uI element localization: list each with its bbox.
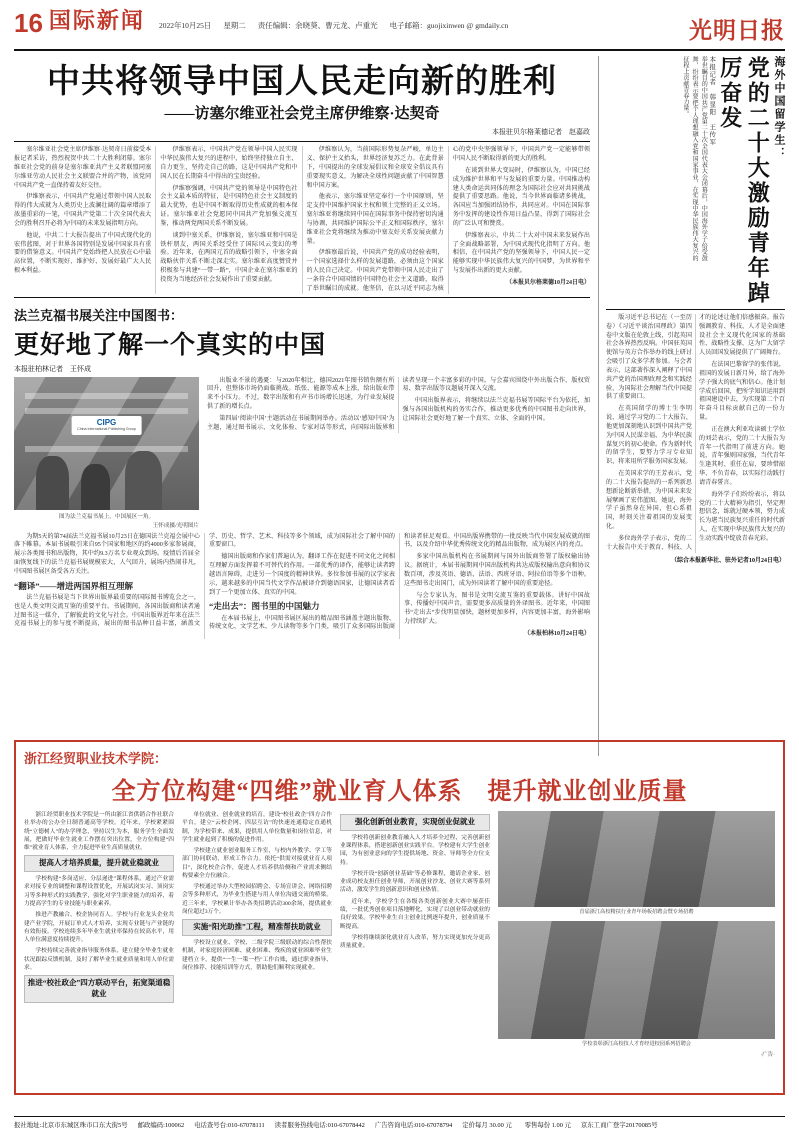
ad-tag: ·广告· (760, 1052, 775, 1059)
paragraph: 学校设立就业、学校、二级学院三级联动的综合性帮扶机制，对家庭经济困难、就业困难、残疾的就业困难毕业生建档立卡，提供“一生一策一档”工作台账，通过职业指导、岗位推荐、技能培训等方式，帮助他们顺利实现就业。 (182, 940, 332, 971)
paragraph: 推进产教融合，校企协同育人。学校与行业龙头企业共建产业学院，开展订单式人才培养，实现专业链与产业链的有效衔接。学校连续多年毕业生就业率保持在较高水平，用人单位满意度持续提升。 (24, 912, 174, 944)
ad-band-4: 强化创新创业教育，实现创业促就业 (340, 814, 490, 831)
divider (606, 309, 785, 310)
paragraph: 在英国留学的博士生李明说，通过学习党的二十大报告，他更加深刻地认识到中国共产党为中国人民谋幸福、为中华民族谋复兴的初心使命。作为新时代的留学生，要努力学习专业知识，将来用所学服务国家发展。 (606, 406, 692, 466)
ad-organization: 浙江经贸职业技术学院： (24, 751, 168, 766)
vertical-lead-text: 举世瞩目的中国共产党第二十次全国代表大会闭幕后，中国海外学子倍受鼓舞，纷纷表示要把个人理想融入党和国家事业，在实现中华民族伟大复兴的征程上贡献青春力量。 (681, 56, 707, 261)
ad-body (24, 811, 775, 1060)
paragraph: 近年来，学校学生在各级各类创新创业大赛中屡获佳绩，一批优秀创业项目落地孵化，实现了以创业带动就业的良好效果。学校毕业生自主创业比例逐年提升，创业质量不断提高。 (340, 898, 490, 930)
lead-byline: 本报驻贝尔格莱德记者 赵嘉政 (492, 128, 590, 137)
second-body-top (14, 377, 590, 529)
footer-ad-phone: 广告咨询电话:010-67078794 (374, 1122, 453, 1129)
paragraph: 单位就业、创业就业的培育，建设“校社政企”四方合作平台，建立“云校企网、四层互访”的快速连通稳定直通机制，为学校带来、成果，提供用人单位数量和岗位信息，对学生就业起到了积极的促进作用。 (182, 812, 332, 843)
paragraph: 学校通过举办大型校园招聘会、专场宣讲会、网络招聘会等多种形式，为毕业生搭建与用人单位沟通交流的桥梁。近三年来，学校累计举办各类招聘活动300余场，提供就业岗位超过3万个。 (182, 884, 332, 915)
paragraph: 他说，中共二十大报告提出了中国式现代化的宏伟蓝图，对于世界各国特别是发展中国家具有重要的借鉴意义。中国共产党始终把人民放在心中最高位置，不断实现好、维护好、发展好最广大人民根本利益。 (14, 232, 152, 275)
ad-band-1: 提高人才培养质量，提升就业稳就业 (24, 855, 174, 872)
paragraph: 海外学子们纷纷表示，将以党的二十大精神为指引，坚定理想信念，练就过硬本领，努力成长为堪当民族复兴重任的时代新人，在实现中华民族伟大复兴的生动实践中绽放青春光彩。 (699, 491, 785, 542)
page-footer (14, 1116, 785, 1129)
paragraph: 学校构建“多岗适应、分层递进”课程体系，通过产业需求对接专业的调整和课程设置优化，开展试岗实习、顶岗实习等多种形式的实践教学，强化对学生职业能力的培养，着力提高学生的专业技能与职业素养。 (24, 876, 174, 907)
footer-license: 京东工商广登字20170085号 (580, 1122, 658, 1129)
paragraph: 学校建立就业创业服务工作室，与校内外教学、学工等部门协同联动，形成工作合力。依托“供需对接就业育人项目”，深化校企合作，促进人才培养供给侧和产业需求侧结构要素全方位融合。 (182, 848, 332, 879)
main-column (14, 56, 599, 756)
paragraph: 学校持续完善就业指导服务体系，建立健全毕业生就业状况跟踪反馈机制，及时了解毕业生就业质量和用人单位需求。 (24, 948, 174, 971)
photo-caption: 图为法兰克福书展上，中国展区一角。 (58, 513, 155, 520)
paragraph: 在谈到世界大变局时，伊维察认为，中国已经成为维护世界和平与发展的重要力量。中国推动构建人类命运共同体的理念为国际社会应对共同挑战提供了重要思路。他说，当今世界面临诸多挑战，各国应当加强团结协作，共同应对。中国在国际事务中发挥的建设性作用日益凸显，得到了国际社会的广泛认可和赞赏。 (452, 167, 590, 227)
right-source: （综合本报新华社、驻外记者10月24日电） (670, 557, 785, 564)
divider (14, 141, 590, 142)
second-source: （本报柏林10月24日电） (523, 630, 590, 637)
masthead (14, 10, 785, 51)
paragraph: 浙江经贸职业技术学院是一所由浙江省供销合作社联合社举办的公办全日制普通高等学校。近年来，学校紧紧围绕“立德树人”的办学理念，坚持以生为本，服务学生全面发展，把做好毕业生就业工作摆在突出位置，全方位构建“四维”就业育人体系，全力促进毕业生高质量就业。 (24, 812, 174, 852)
second-subhead-2: “走出去”：图书里的中国魅力 (209, 601, 320, 612)
right-byline: 本报记者 韩显阳 王传军 (708, 56, 716, 146)
paragraph: 在法国巴黎留学的张伟说，祖国的发展日新月异，给了海外学子强大的底气和信心。他计划学成后回国，把所学知识运用到祖国建设中去，为实现第二个百年奋斗目标贡献自己的一份力量。 (699, 362, 785, 422)
ad-title: 全方位构建“四维”就业育人体系 提升就业创业质量 (111, 779, 688, 805)
lead-source: （本报贝尔格莱德10月24日电） (505, 279, 590, 286)
footer-service-phone: 读者服务热线电话:010-67078442 (274, 1122, 365, 1129)
photo-block (14, 377, 199, 529)
paragraph: 正在澳大利亚攻读硕士学位的刘芸表示，党的二十大报告为青年一代指明了前进方向。她说，青年强则国家强，当代青年生逢其时、重任在肩，要珍惜韶华、不负青春，以实际行动践行请青春誓言。 (699, 426, 785, 486)
right-kicker: 海外中国留学生： (773, 56, 785, 160)
paragraph: 出版业不景的遇憂：与2020年相比，德国2021年图书销售额有所回升，但整体市场仍面临挑战。纸张、能源等成本上涨，给出版业带来不小压力。不过，数字出版和有声书市场增长迅速，为行业发展提供了新的增长点。 (207, 377, 395, 411)
cipg-logo-main: CIPG (96, 418, 117, 428)
vertical-headline-wrap (606, 56, 785, 306)
cipg-logo (71, 416, 142, 435)
paragraph: 谈到中塞关系，伊维察说，塞尔维亚和中国是铁杆朋友，两国关系经受住了国际风云变幻的考验。近年来，在两国元首的战略引领下，中塞全面战略伙伴关系不断走深走实。塞尔维亚高度赞赏并积极参与共建“一带一路”，中国企业在塞尔维亚的投资为当地经济社会发展作出了重要贡献。 (160, 232, 298, 283)
ad-column-1 (24, 811, 174, 1060)
bookfair-photo (14, 377, 199, 510)
right-body (606, 314, 785, 553)
lead-body (14, 146, 590, 293)
publish-date: 2022年10月25日 (158, 21, 212, 30)
photo-credit: 王怀成摄/光明图片 (152, 522, 199, 529)
paragraph: 伊维察强调，中国共产党的领导是中国特色社会主义最本质的特征，是中国特色社会主义制度的最大优势，也是中国不断取得历史性成就的根本保证。塞尔维亚社会党愿同中国共产党加强交流互鉴，推动两党两国关系不断发展。 (160, 185, 298, 227)
ad-band-2: 推进“校社政企”四方联动平台，拓宽渠道稳就业 (24, 975, 174, 1003)
right-headline: 党的二十大激励青年踔厉奋发 (717, 56, 771, 306)
paragraph: 学校开设“创新创业基础”等必修课程，邀请企业家、创业成功校友担任创业导师，开展创业沙龙、创业大赛等系列活动，激发学生的创新意识和创业热情。 (340, 870, 490, 894)
advertisement (14, 740, 785, 1095)
second-byline: 本报驻柏林记者 王怀成 (14, 364, 91, 373)
second-subhead-1: “翻译”——增进两国界相互理解 (14, 580, 134, 591)
second-body-bottom (14, 533, 590, 639)
paragraph: 在美国求学的王芳表示，党的二十大报告提出的一系列新思想新论断新举措，为中国未来发展擘画了宏伟蓝图。她说，海外学子虽然身在异国，但心系祖国，时刻关注着祖国的发展变化。 (606, 471, 692, 531)
paragraph: 多家中国出版机构在书展期间与国外出版商签署了版权输出协议。据统计，本届书展期间中国出版机构共达成版权输出意向和协议数百项，涉及英语、德语、法语、西班牙语、阿拉伯语等多个语种。这些图书走出国门，成为外国读者了解中国的重要途径。 (404, 554, 590, 587)
paragraph: 塞尔维亚社会党主席伊维察·达契奇日前接受本报记者采访，热烈祝贺中共二十大胜利闭幕。塞尔维亚社会党的前身是塞尔维亚共产主义者联盟同塞尔维亚劳动人民社会主义联盟合并的产物，该党同中国共产党一直保持着友好交往。 (14, 147, 152, 189)
paragraph: 伊维察表示，中国共产党在领导中国人民实现中华民族伟大复兴的进程中，始终坚持独立自主、自力更生，坚持走自己的路，这是中国共产党和中国人民在长期奋斗中得出的宝贵经验。 (160, 147, 298, 180)
second-headline: 更好地了解一个真实的中国 (14, 331, 327, 359)
masthead-meta (159, 10, 689, 30)
paragraph: 学校将创新创业教育融入人才培养全过程，完善创新创业课程体系，搭建创新创业实践平台。学校建有大学生创业园，为有创业意向的学生提供场地、资金、导师等全方位支持。 (340, 834, 490, 866)
paragraph: 学校将继续深化就业育人改革，努力实现更加充分更高质量就业。 (340, 934, 490, 950)
cipg-logo-sub: China International Publishing Group (77, 427, 136, 432)
footer-address: 报社地址:北京市东城区珠市口东大街5号 (14, 1122, 128, 1129)
footer-phone: 电话查号台:010-67078111 (194, 1122, 265, 1129)
second-kicker: 法兰克福书展关注中国图书： (14, 307, 184, 323)
ad-column-2 (182, 811, 332, 1060)
editors: 责任编辑：余晓葵、曹元龙、卢重光 (257, 21, 378, 30)
page-number: 16 (14, 8, 43, 38)
content-grid (14, 56, 785, 756)
paragraph: 中国出版界表示，将继续以法兰克福书展等国际平台为依托，加强与各国出版机构的务实合作，推动更多优秀的中国图书走向世界，让国际社会更好地了解一个真实、立体、全面的中国。 (402, 398, 590, 422)
ad-photo-2-caption: 学校表彰浙江高校技人才育经进校园系列招聘会 (582, 1040, 691, 1047)
paragraph: 第四届‘阅读中国’主题活动在书展期间举办。活动以‘感知中国’为主题，通过图书展示、文化体验、专家对话等形式，向国际出版界和读者呈现一个丰富多彩的中国。与会嘉宾围绕中外出版合作、版权贸易、数字出版等议题展开深入交流。 (207, 377, 590, 431)
weekday: 星期二 (223, 21, 246, 30)
paragraph: 法兰克福书展是当下世界出版界最重要的国际图书博览会之一，也是人类文明交流互鉴的重要平台。书展期间，各国出版商和读者通过图书这一媒介，了解彼此的文化与社会。中国出版界近年来在法兰克福书展上的参与度不断提高，展出的图书品种日益丰富，涵盖文学、历史、哲学、艺术、科技等多个领域，成为国际社会了解中国的重要窗口。 (14, 533, 395, 628)
footer-postcode: 邮政编码:100062 (137, 1122, 185, 1129)
divider (14, 297, 590, 298)
paragraph: 伊维察表示，中国共产党通过带领中国人民取得的伟大成就为人类历史上波澜壮阔的篇章增添了浓墨重彩的一笔，中国共产党第二十次全国代表大会的胜利召开必将为中国的未来发展指明方向。 (14, 194, 152, 227)
footer-price: 定价每月 30.00 元 零售每份 1.00 元 (462, 1122, 571, 1129)
section-name: 国际新闻 (48, 8, 145, 33)
ad-band-3: 实施“阳光助推”工程，精准帮扶助就业 (182, 919, 332, 936)
paragraph: 伊维察最后说，中国共产党的成功经验表明，一个国家选择什么样的发展道路，必须由这个国家的人民自己决定。中国共产党带领中国人民走出了一条符合中国国情的中国特色社会主义道路，取得了举世瞩目的成就。他坚信，在以习近平同志为核心的党中央坚强领导下，中国共产党一定能够带领中国人民不断取得新的更大的胜利。 (306, 147, 590, 292)
lead-subheadline: ——访塞尔维亚社会党主席伊维察·达契奇 (164, 106, 440, 123)
paragraph: 他表示，塞尔维亚坚定奉行一个中国原则，坚定支持中国维护国家主权和领土完整的正义立场。塞尔维亚将继续同中国在国际事务中保持密切沟通与协调，共同维护国际公平正义和国际秩序，塞尔维亚社会党将继续为推动中塞友好关系发展贡献力量。 (306, 194, 444, 245)
ad-photo-2 (498, 921, 775, 1039)
email: 电子邮箱：guojixinwen @ gmdaily.cn (389, 21, 509, 30)
ad-photo-column (498, 811, 775, 1060)
paragraph: 伊维察表示，中共二十大对中国未来发展作出了全面战略部署，为中国式现代化指明了方向。他相信，在中国共产党的坚强领导下，中国人民一定能够实现中华民族伟大复兴的中国梦，为世界和平与发展作出新的更大贡献。 (452, 232, 590, 275)
right-column (599, 56, 785, 756)
second-body-cols (207, 377, 590, 433)
ad-photo-1-caption: 首届浙江高校精扶行业青年场板招聘会暨专场招聘 (579, 909, 694, 915)
paragraph: 多位海外学子表示，党的二十大报告中关于教育、科技、人才的论述让他们倍感振奋。报告强调教育、科技、人才是全面建设社会主义现代化国家的基础性、战略性支撑，这为广大留学人员回国发展提供了广阔舞台。 (606, 315, 785, 551)
paragraph: 德国出版商和作家们普遍认为，翻译工作在促进不同文化之间相互理解方面发挥着不可替代的作用。一部优秀的译作，能够让读者跨越语言障碍，走进另一个国度的精神世界。多位参加书展的汉学家表示，越来越多的中国当代文学作品被译介到德语国家，让德国读者看到了一个更加立体、真实的中国。 (209, 554, 395, 596)
paragraph: 为期5天的第74届法兰克福书展10月23日在德国法兰克福会展中心落下帷幕。本届书展吸引来自95个国家和地区的约4000多家参展商，展示各类图书和出版物，其中约9.3万名专业观众到场。疫情后首届全面恢复线下的法兰克福书展规模宏大，人气回升，展场内热闹非凡，中国图书展区备受各方关注。 (14, 533, 200, 575)
paragraph: 与会专家认为，图书是文明交流互鉴的重要载体。讲好中国故事、传播好中国声音，需要更多高质量的外译图书。近年来，中国图书“走出去”步伐明显加快，题材更加多样，内容更加丰富，海外影响力持续扩大。 (404, 592, 590, 625)
paper-logo: 光明日报 (689, 18, 785, 43)
paragraph: 在本届书展上，中国图书展区展出的精品图书涵盖主题出版物、传统文化、文学艺术、少儿读物等多个门类，吸引了众多国际出版商和读者驻足观看。中国出版界携带的一批反映当代中国发展成就的图书，以及介绍中华优秀传统文化的精品出版物，成为展区内的亮点。 (209, 533, 590, 631)
ad-photo-1 (498, 811, 775, 907)
paragraph: 伊维察认为，当前国际形势复杂严峻，单边主义、保护主义抬头，世界经济复苏乏力。在此背景下，中国提出的全球发展倡议和全球安全倡议具有重要现实意义，为解决全球性问题贡献了中国智慧和中国方案。 (306, 147, 444, 189)
ad-column-3 (340, 811, 490, 1060)
lead-headline: 中共将领导中国人民走向新的胜利 (47, 64, 557, 100)
paragraph: 版习近平总书记在（一至历卷）《习近平谈治国理政》第四卷中文版在伦敦上线，引起英国社会各界热烈反响。中国驻英国使馆与英方合作举办的线上研讨会吸引了众多学者参加。与会者表示，这部著作深入阐释了中国共产党的治国理政理念和实践经验，为国际社会理解当代中国提供了重要窗口。 (606, 315, 692, 401)
